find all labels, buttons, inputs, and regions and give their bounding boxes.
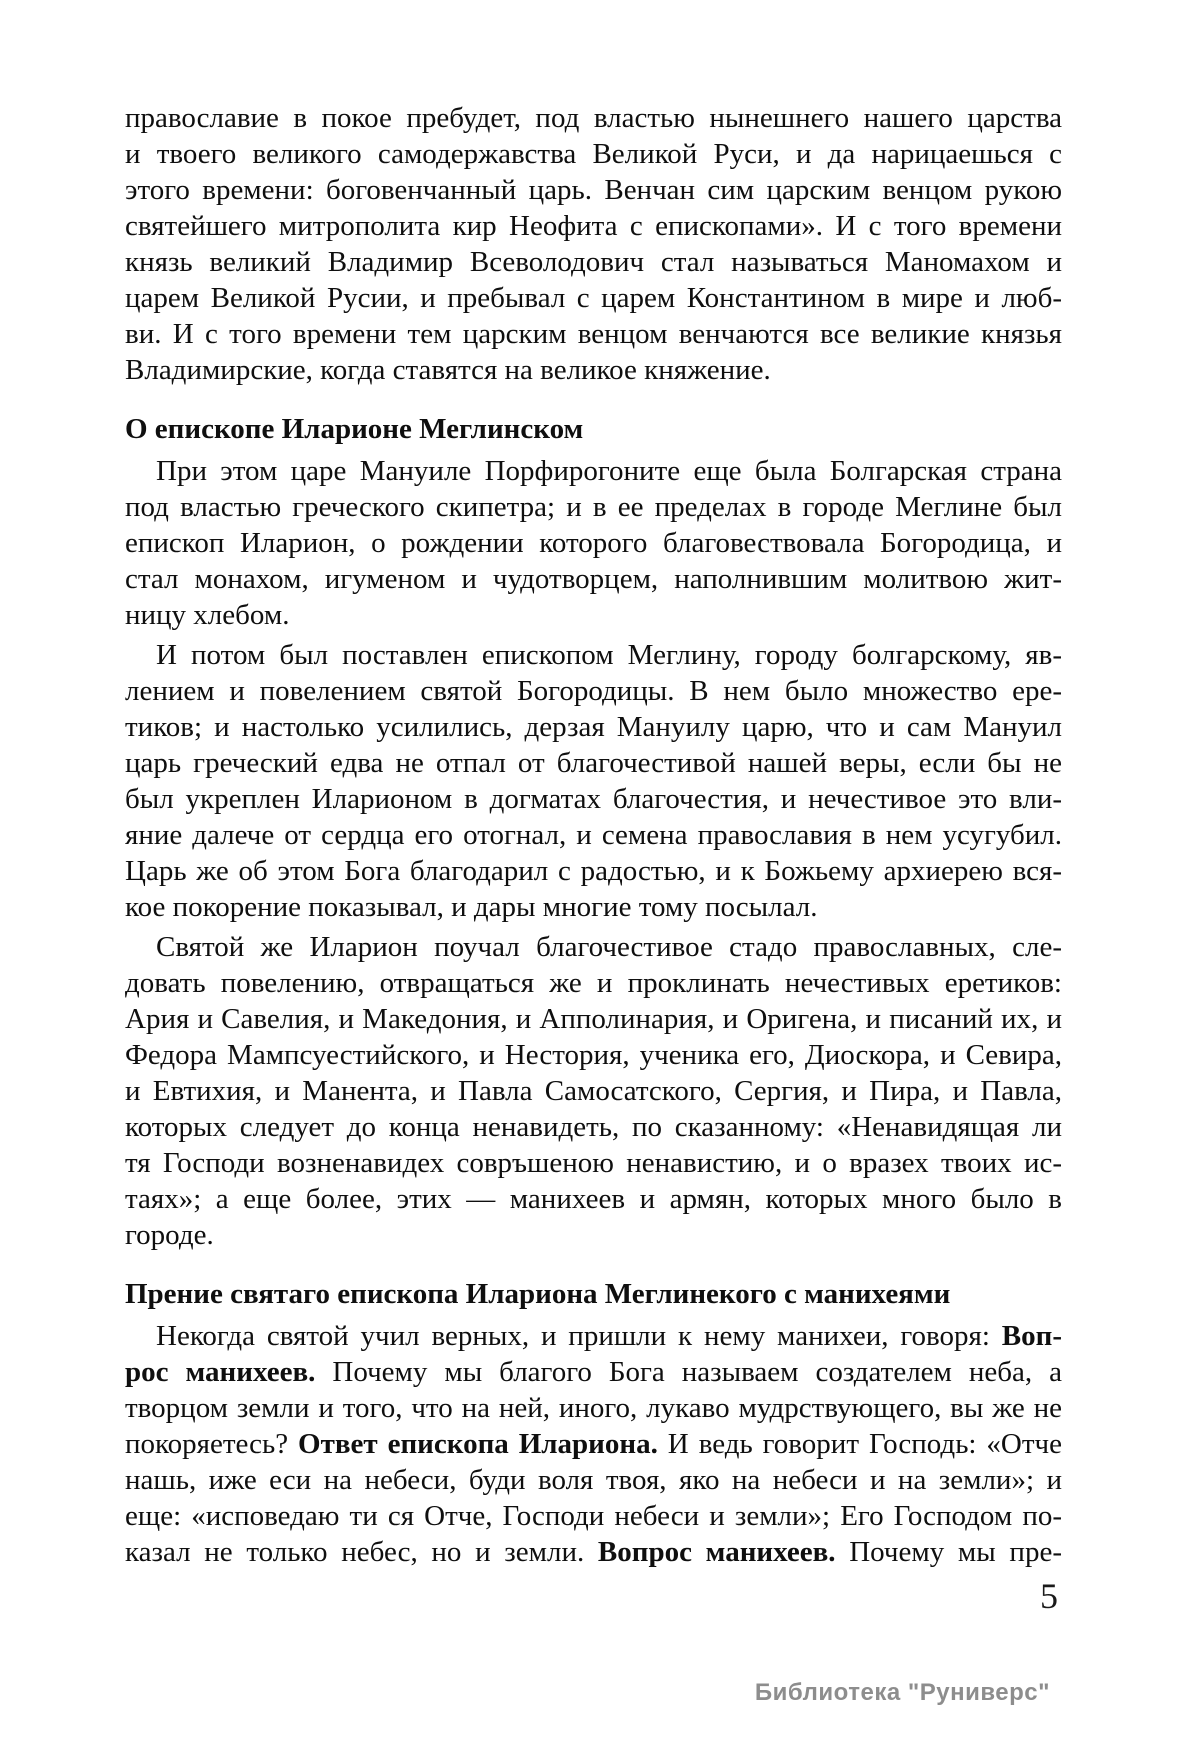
text-segment: При этом царе Мануиле Порфирогоните еще была Болгарская страна [156, 455, 1062, 487]
section-heading: Прение святаго епископа Илариона Меглинекого с манихеями [125, 1278, 951, 1310]
text-segment: святейшего митрополита кир Неофита с епископами». И с того времени [125, 210, 1062, 242]
text-segment: под властью греческого скипетра; и в ее пределах в городе Меглине был [125, 491, 1062, 523]
text-segment: царем Великой Русии, и пребывал с царем Константином в мире и люб- [125, 282, 1062, 314]
text-line [125, 316, 1062, 352]
text-segment: кое покорение показывал, и дары многие тому посылал. [125, 891, 818, 923]
text-line [125, 453, 1062, 489]
text-line [125, 673, 1062, 709]
text-segment: Царь же об этом Бога благодарил с радостью, и к Божьему архиерею вся- [125, 855, 1062, 887]
text-line [125, 965, 1062, 1001]
text-segment: творцом земли и того, что на ней, иного, лукаво мудрствующего, вы же не [125, 1392, 1062, 1424]
text-line [125, 745, 1062, 781]
text-line [125, 1354, 1062, 1390]
text-segment: Почему мы пре- [849, 1536, 1062, 1568]
text-line [125, 1534, 1062, 1570]
text-segment: православие в покое пребудет, под властью нынешнего нашего царства [125, 102, 1062, 134]
paragraph [125, 1318, 1062, 1570]
bold-text-segment: Воп- [1001, 1320, 1062, 1352]
text-line [125, 709, 1062, 745]
text-segment: ви. И с того времени тем царским венцом венчаются все великие князья [125, 318, 1062, 350]
text-segment: довать повелению, отвращаться же и проклинать нечестивых еретиков: [125, 967, 1062, 999]
text-segment: казал не только небес, но и земли. [125, 1536, 598, 1568]
text-segment: городе. [125, 1219, 214, 1251]
bold-text-segment: Вопрос манихеев. [597, 1536, 850, 1568]
paragraph [125, 929, 1062, 1253]
text-line [125, 781, 1062, 817]
text-segment: еще: «исповедаю ти ся Отче, Господи небеси и земли»; Его Господом по- [125, 1500, 1062, 1532]
text-line [125, 1001, 1062, 1037]
text-line [125, 889, 1062, 925]
text-line [125, 637, 1062, 673]
text-segment: Федора Мампсуестийского, и Нестория, ученика его, Диоскора, и Севира, [125, 1039, 1062, 1071]
text-line [125, 136, 1062, 172]
text-segment: и твоего великого самодержавства Великой Руси, и да нарицаешься с [125, 138, 1062, 170]
text-line [125, 1181, 1062, 1217]
text-segment: и Евтихия, и Манента, и Павла Самосатского, Сергия, и Пира, и Павла, [125, 1075, 1062, 1107]
text-segment: епископ Иларион, о рождении которого благовествовала Богородица, и [125, 527, 1062, 559]
text-block [125, 100, 1062, 1574]
watermark-text: Библиотека "Руниверс" [754, 1679, 1050, 1706]
text-segment: тиков; и настолько усилились, дерзая Мануилу царю, что и сам Мануил [125, 711, 1062, 743]
text-line [125, 561, 1062, 597]
text-line [125, 597, 1062, 633]
text-line [125, 929, 1062, 965]
text-line [125, 1145, 1062, 1181]
text-segment: И потом был поставлен епископом Меглину, городу болгарскому, яв- [156, 639, 1062, 671]
text-segment: Почему мы благого Бога называем создателем неба, а [332, 1356, 1062, 1388]
text-segment: царь греческий едва не отпал от благочестивой нашей веры, если бы не [125, 747, 1062, 779]
text-segment: покоряетесь? [125, 1428, 299, 1460]
text-segment: которых следует до конца ненавидеть, по сказанному: «Ненавидящая ли [125, 1111, 1062, 1143]
text-segment: И ведь говорит Господь: «Отче [667, 1428, 1062, 1460]
text-segment: этого времени: боговенчанный царь. Венчан сим царским венцом рукою [125, 174, 1062, 206]
text-line [125, 208, 1062, 244]
text-segment: князь великий Владимир Всеволодович стал называться Маномахом и [125, 246, 1062, 278]
bold-text-segment: рос манихеев. [125, 1356, 333, 1388]
text-line [125, 1462, 1062, 1498]
text-segment: лением и повелением святой Богородицы. В нем было множество ере- [125, 675, 1062, 707]
text-line [125, 489, 1062, 525]
text-line [125, 1037, 1062, 1073]
text-line [125, 525, 1062, 561]
paragraph [125, 453, 1062, 633]
paragraph [125, 100, 1062, 388]
page-number: 5 [1040, 1576, 1058, 1616]
section-heading: О епископе Иларионе Меглинском [125, 413, 584, 445]
text-segment: тя Господи возненавидех совръшеною ненавистию, и о вразех твоих ис- [125, 1147, 1062, 1179]
text-line [125, 244, 1062, 280]
text-segment: Владимирские, когда ставятся на великое княжение. [125, 354, 771, 386]
text-segment: стал монахом, игуменом и чудотворцем, наполнившим молитвою жит- [125, 563, 1062, 595]
bold-text-segment: Ответ епископа Илариона. [298, 1428, 668, 1460]
text-line [125, 1318, 1062, 1354]
text-line [125, 853, 1062, 889]
text-segment: яние далече от сердца его отогнал, и семена православия в нем усугубил. [125, 819, 1062, 851]
text-line [125, 817, 1062, 853]
text-segment: ницу хлебом. [125, 599, 290, 631]
text-segment: таях»; а еще более, этих — манихеев и армян, которых много было в [125, 1183, 1062, 1215]
text-segment: Святой же Иларион поучал благочестивое стадо православных, сле- [156, 931, 1062, 963]
text-segment: был укреплен Иларионом в догматах благочестия, и нечестивое это вли- [125, 783, 1062, 815]
text-line [125, 100, 1062, 136]
text-line [125, 1390, 1062, 1426]
text-line [125, 172, 1062, 208]
text-line [125, 1498, 1062, 1534]
text-line [125, 352, 1062, 388]
text-line [125, 1426, 1062, 1462]
text-line [125, 1073, 1062, 1109]
text-line [125, 1109, 1062, 1145]
text-line [125, 280, 1062, 316]
paragraph [125, 637, 1062, 925]
text-segment: Ария и Савелия, и Македония, и Апполинария, и Оригена, и писаний их, и [125, 1003, 1062, 1035]
text-segment: нашь, иже еси на небеси, буди воля твоя, яко на небеси и на земли»; и [125, 1464, 1062, 1496]
text-segment: Некогда святой учил верных, и пришли к нему манихеи, говоря: [156, 1320, 1002, 1352]
text-line [125, 1217, 1062, 1253]
